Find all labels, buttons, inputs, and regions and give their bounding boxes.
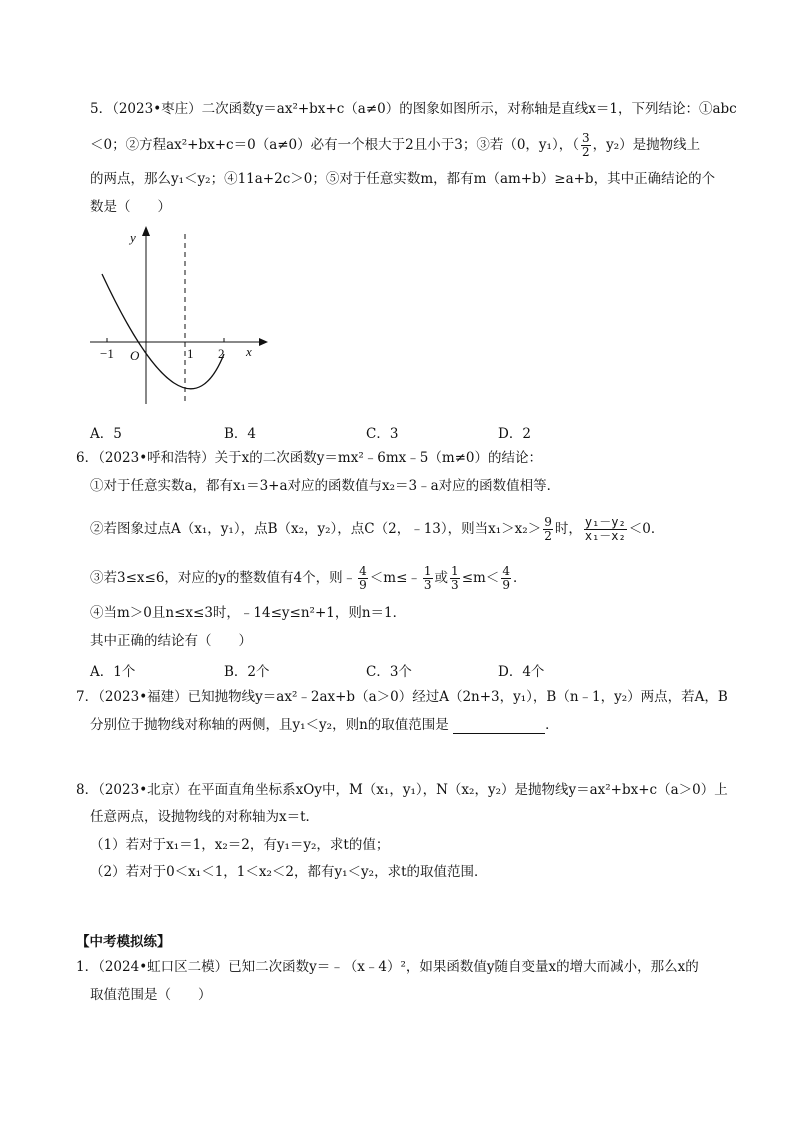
- q5-fraction-3-2: [581, 132, 591, 159]
- q7-line-2: [90, 716, 559, 734]
- label-minus-1: −1: [100, 346, 114, 361]
- q8-line-2: 任意两点，设抛物线的对称轴为x＝t．: [90, 809, 320, 825]
- frac-num: y₁－y₂: [584, 515, 626, 529]
- frac-den: 2: [544, 529, 552, 543]
- q6-s3-e: ．: [512, 570, 527, 586]
- q6-fraction-4-9-b: [501, 565, 511, 592]
- frac-den: x₁－x₂: [584, 529, 626, 543]
- label-2: 2: [218, 346, 225, 361]
- q5-line-3: 的两点，那么y₁＜y₂；④11a+2c＞0；⑤对于任意实数m，都有m（am+b）≥a+b，其中正确结论的个: [90, 171, 716, 187]
- frac-num: 3: [581, 131, 590, 145]
- q6-choice-d: D．4个: [498, 664, 545, 680]
- q5-line-2-start: ＜0；②方程ax²+bx+c＝0（a≠0）必有一个根大于2且小于3；③若（0，y₁），（: [90, 137, 579, 153]
- answer-blank[interactable]: [453, 721, 545, 734]
- q6-fraction-9-2: [543, 516, 553, 543]
- q6-s3-c: 或: [434, 570, 449, 586]
- q6-statement-1: ①对于任意实数a，都有x₁＝3+a对应的函数值与x₂＝3﹣a对应的函数值相等．: [90, 478, 561, 494]
- q5-choice-b: B．4: [224, 426, 257, 442]
- q6-fraction-1-3-b: [450, 565, 460, 592]
- q6-s3-d: ≤m＜: [461, 570, 500, 586]
- q6-s2-end: ＜0．: [628, 521, 665, 537]
- q5-line-4: 数是（ ）: [90, 199, 171, 215]
- q6-choice-b: B．2个: [224, 664, 270, 680]
- q6-statement-4: ④当m＞0且n≤x≤3时，﹣14≤y≤n²+1，则n＝1．: [90, 605, 407, 621]
- q7-line-1: 7．（2023•福建）已知抛物线y＝ax²﹣2ax+b（a＞0）经过A（2n+3，y₁），B（n﹣1，y₂）两点，若A，B: [76, 689, 728, 705]
- q6-choice-c: C．3个: [366, 664, 412, 680]
- frac-den: 3: [423, 578, 432, 592]
- q6-s3-b: ＜m≤﹣: [369, 570, 421, 586]
- y-axis-arrow: [142, 226, 150, 236]
- frac-num: 1: [451, 564, 459, 578]
- frac-num: 9: [544, 515, 552, 529]
- q6-fraction-slope: [584, 516, 627, 543]
- frac-num: 4: [502, 564, 510, 578]
- q7-line-2-text: 分别位于抛物线对称轴的两侧，且y₁＜y₂，则n的取值范围是: [90, 717, 449, 733]
- label-1: 1: [187, 346, 194, 361]
- mock-q1-line-2: 取值范围是（ ）: [90, 987, 212, 1003]
- q5-line-2-end: ，y₂）是抛物线上: [592, 137, 701, 153]
- q5-choice-c: C．3: [366, 426, 399, 442]
- q6-fraction-1-3: [423, 565, 433, 592]
- q6-s2-mid: 时，: [554, 521, 582, 537]
- q6-s2-start: ②若图象过点A（x₁，y₁），点B（x₂，y₂），点C（2，﹣13），则当x₁＞x₂＞: [90, 521, 542, 537]
- q7-line-2-end: ．: [545, 717, 559, 733]
- q5-choice-d: D．2: [498, 426, 531, 442]
- q6-line-1: 6．（2023•呼和浩特）关于x的二次函数y＝mx²﹣6mx﹣5（m≠0）的结论：: [76, 450, 543, 466]
- q8-part-2: （2）若对于0＜x₁＜1，1＜x₂＜2，都有y₁＜y₂，求t的取值范围．: [90, 864, 488, 880]
- frac-den: 9: [502, 578, 510, 592]
- x-label: x: [246, 344, 252, 359]
- q8-part-1: （1）若对于x₁＝1，x₂＝2，有y₁＝y₂，求t的值；: [90, 837, 390, 853]
- section-title: 【中考模拟练】: [76, 934, 171, 950]
- frac-num: 1: [423, 564, 432, 578]
- q6-s3-a: ③若3≤x≤6，对应的y的整数值有4个，则﹣: [90, 570, 357, 586]
- x-axis-arrow: [259, 338, 268, 346]
- q6-statement-3: [90, 565, 526, 592]
- q8-line-1: 8．（2023•北京）在平面直角坐标系xOy中，M（x₁，y₁），N（x₂，y₂）是抛物线y＝ax²+bx+c（a＞0）上: [76, 782, 728, 798]
- y-label: y: [130, 230, 136, 245]
- q6-statement-2: [90, 516, 664, 543]
- frac-den: 9: [359, 578, 367, 592]
- q5-line-2: [90, 132, 700, 159]
- frac-den: 3: [451, 578, 459, 592]
- mock-q1-line-1: 1．（2024•虹口区二模）已知二次函数y＝﹣（x﹣4）²，如果函数值y随自变量x的增大而减小，那么x的: [76, 959, 699, 975]
- origin-label: O: [130, 348, 140, 363]
- parabola-curve: [102, 274, 224, 389]
- q5-choice-a: A．5: [90, 426, 122, 442]
- q6-ask: 其中正确的结论有（ ）: [90, 633, 252, 649]
- frac-den: 2: [581, 145, 590, 159]
- q5-line-1: 5．（2023•枣庄）二次函数y＝ax²+bx+c（a≠0）的图象如图所示，对称轴是直线x＝1，下列结论：①abc: [90, 101, 737, 117]
- q6-fraction-4-9: [358, 565, 368, 592]
- parabola-graph: [88, 222, 278, 412]
- frac-num: 4: [359, 564, 367, 578]
- q6-choice-a: A．1个: [90, 664, 136, 680]
